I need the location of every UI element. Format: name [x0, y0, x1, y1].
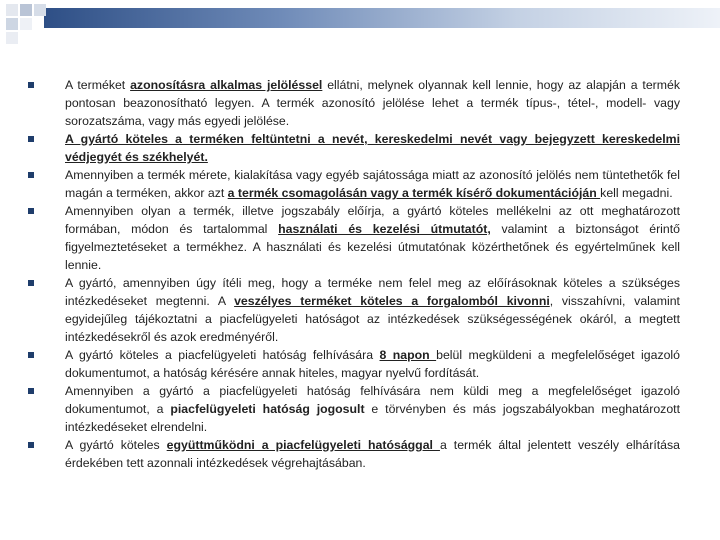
body-text: A terméket: [65, 78, 131, 92]
bullet-icon: [28, 172, 34, 178]
body-text: a termék által jelentett veszély elhárítása érdekében tett azonnali intézkedések végrehajtásában.: [65, 438, 680, 470]
list-item: [28, 436, 680, 472]
body-text: Amennyiben a gyártó a piacfelügyeleti hatóság felhívására nem küldi meg a megfelelőséget igazoló dokumentumot, a: [65, 384, 680, 416]
emphasized-text: a termék csomagolásán vagy a termék kísérő dokumentációján: [227, 186, 601, 200]
deco-square: [6, 4, 18, 16]
deco-square: [20, 4, 32, 16]
header-decoration: [0, 0, 720, 40]
body-text: Amennyiben a termék mérete, kialakítása vagy egyéb sajátossága miatt az azonosító jelölés nem tüntethetők fel magán a terméken, akkor azt: [65, 168, 680, 200]
body-text: kell megadni.: [600, 186, 673, 200]
bullet-icon: [28, 208, 34, 214]
bullet-icon: [28, 82, 34, 88]
emphasized-text: veszélyes terméket köteles a forgalomból kivonni: [234, 294, 550, 308]
emphasized-text: 8 napon: [379, 348, 437, 362]
emphasized-text: A gyártó köteles a terméken feltüntetni a nevét, kereskedelmi nevét vagy bejegyzett kereskedelmi védjegyét és székhelyét.: [65, 132, 680, 164]
list-item: [28, 166, 680, 202]
bullet-list: [28, 76, 680, 472]
deco-square: [6, 32, 18, 44]
deco-square: [34, 4, 46, 16]
bullet-icon: [28, 280, 34, 286]
bullet-icon: [28, 388, 34, 394]
header-gradient-bar: [44, 8, 720, 28]
emphasized-text: használati és kezelési útmutatót,: [278, 222, 491, 236]
list-item: [28, 382, 680, 436]
body-text: belül megküldeni a megfelelőséget igazoló dokumentumot, a hatóság kérésére annak hiteles, magyar nyelvű fordítását.: [65, 348, 680, 380]
bullet-icon: [28, 352, 34, 358]
body-text: Amennyiben olyan a termék, illetve jogszabály előírja, a gyártó köteles mellékelni az ott meghatározott formában, módon és tartalommal: [65, 204, 680, 236]
deco-square: [20, 18, 32, 30]
list-item: [28, 274, 680, 346]
emphasized-text: azonosításra alkalmas jelöléssel: [130, 78, 323, 92]
bullet-icon: [28, 442, 34, 448]
list-item: [28, 130, 680, 166]
list-item: [28, 76, 680, 130]
body-text: ellátni, melynek olyannak kell lennie, hogy az alapján a termék pontosan beazonosítható legyen. A termék azonosító jelölése lehet a termék típus-, tétel-, modell- vagy sorozatszáma, vagy más egyedi jelölése.: [65, 78, 680, 128]
emphasized-text: együttműködni a piacfelügyeleti hatósággal: [166, 438, 440, 452]
body-text: valamint a biztonságot érintő figyelmeztetéseket a termékhez. A használati és kezelési útmutatónak közérthetőnek és egyértelműnek kell lennie.: [65, 222, 680, 272]
emphasized-text: piacfelügyeleti hatóság jogosult: [170, 402, 365, 416]
body-text: A gyártó köteles a piacfelügyeleti hatóság felhívására: [65, 348, 380, 362]
deco-square: [6, 18, 18, 30]
body-text: , visszahívni, valamint egyidejűleg tájékoztatni a piacfelügyeleti hatóságot az intézkedések szükségességének okáról, a megtett intézkedésekről és azok eredményéről.: [65, 294, 680, 344]
list-item: [28, 202, 680, 274]
bullet-icon: [28, 136, 34, 142]
body-text: e törvényben és más jogszabályokban meghatározott intézkedéseket elrendelni.: [65, 402, 680, 434]
body-text: A gyártó, amennyiben úgy ítéli meg, hogy a terméke nem felel meg az előírásoknak köteles a szükséges intézkedéseket megtenni. A: [65, 276, 680, 308]
body-text: A gyártó köteles: [65, 438, 167, 452]
list-item: [28, 346, 680, 382]
